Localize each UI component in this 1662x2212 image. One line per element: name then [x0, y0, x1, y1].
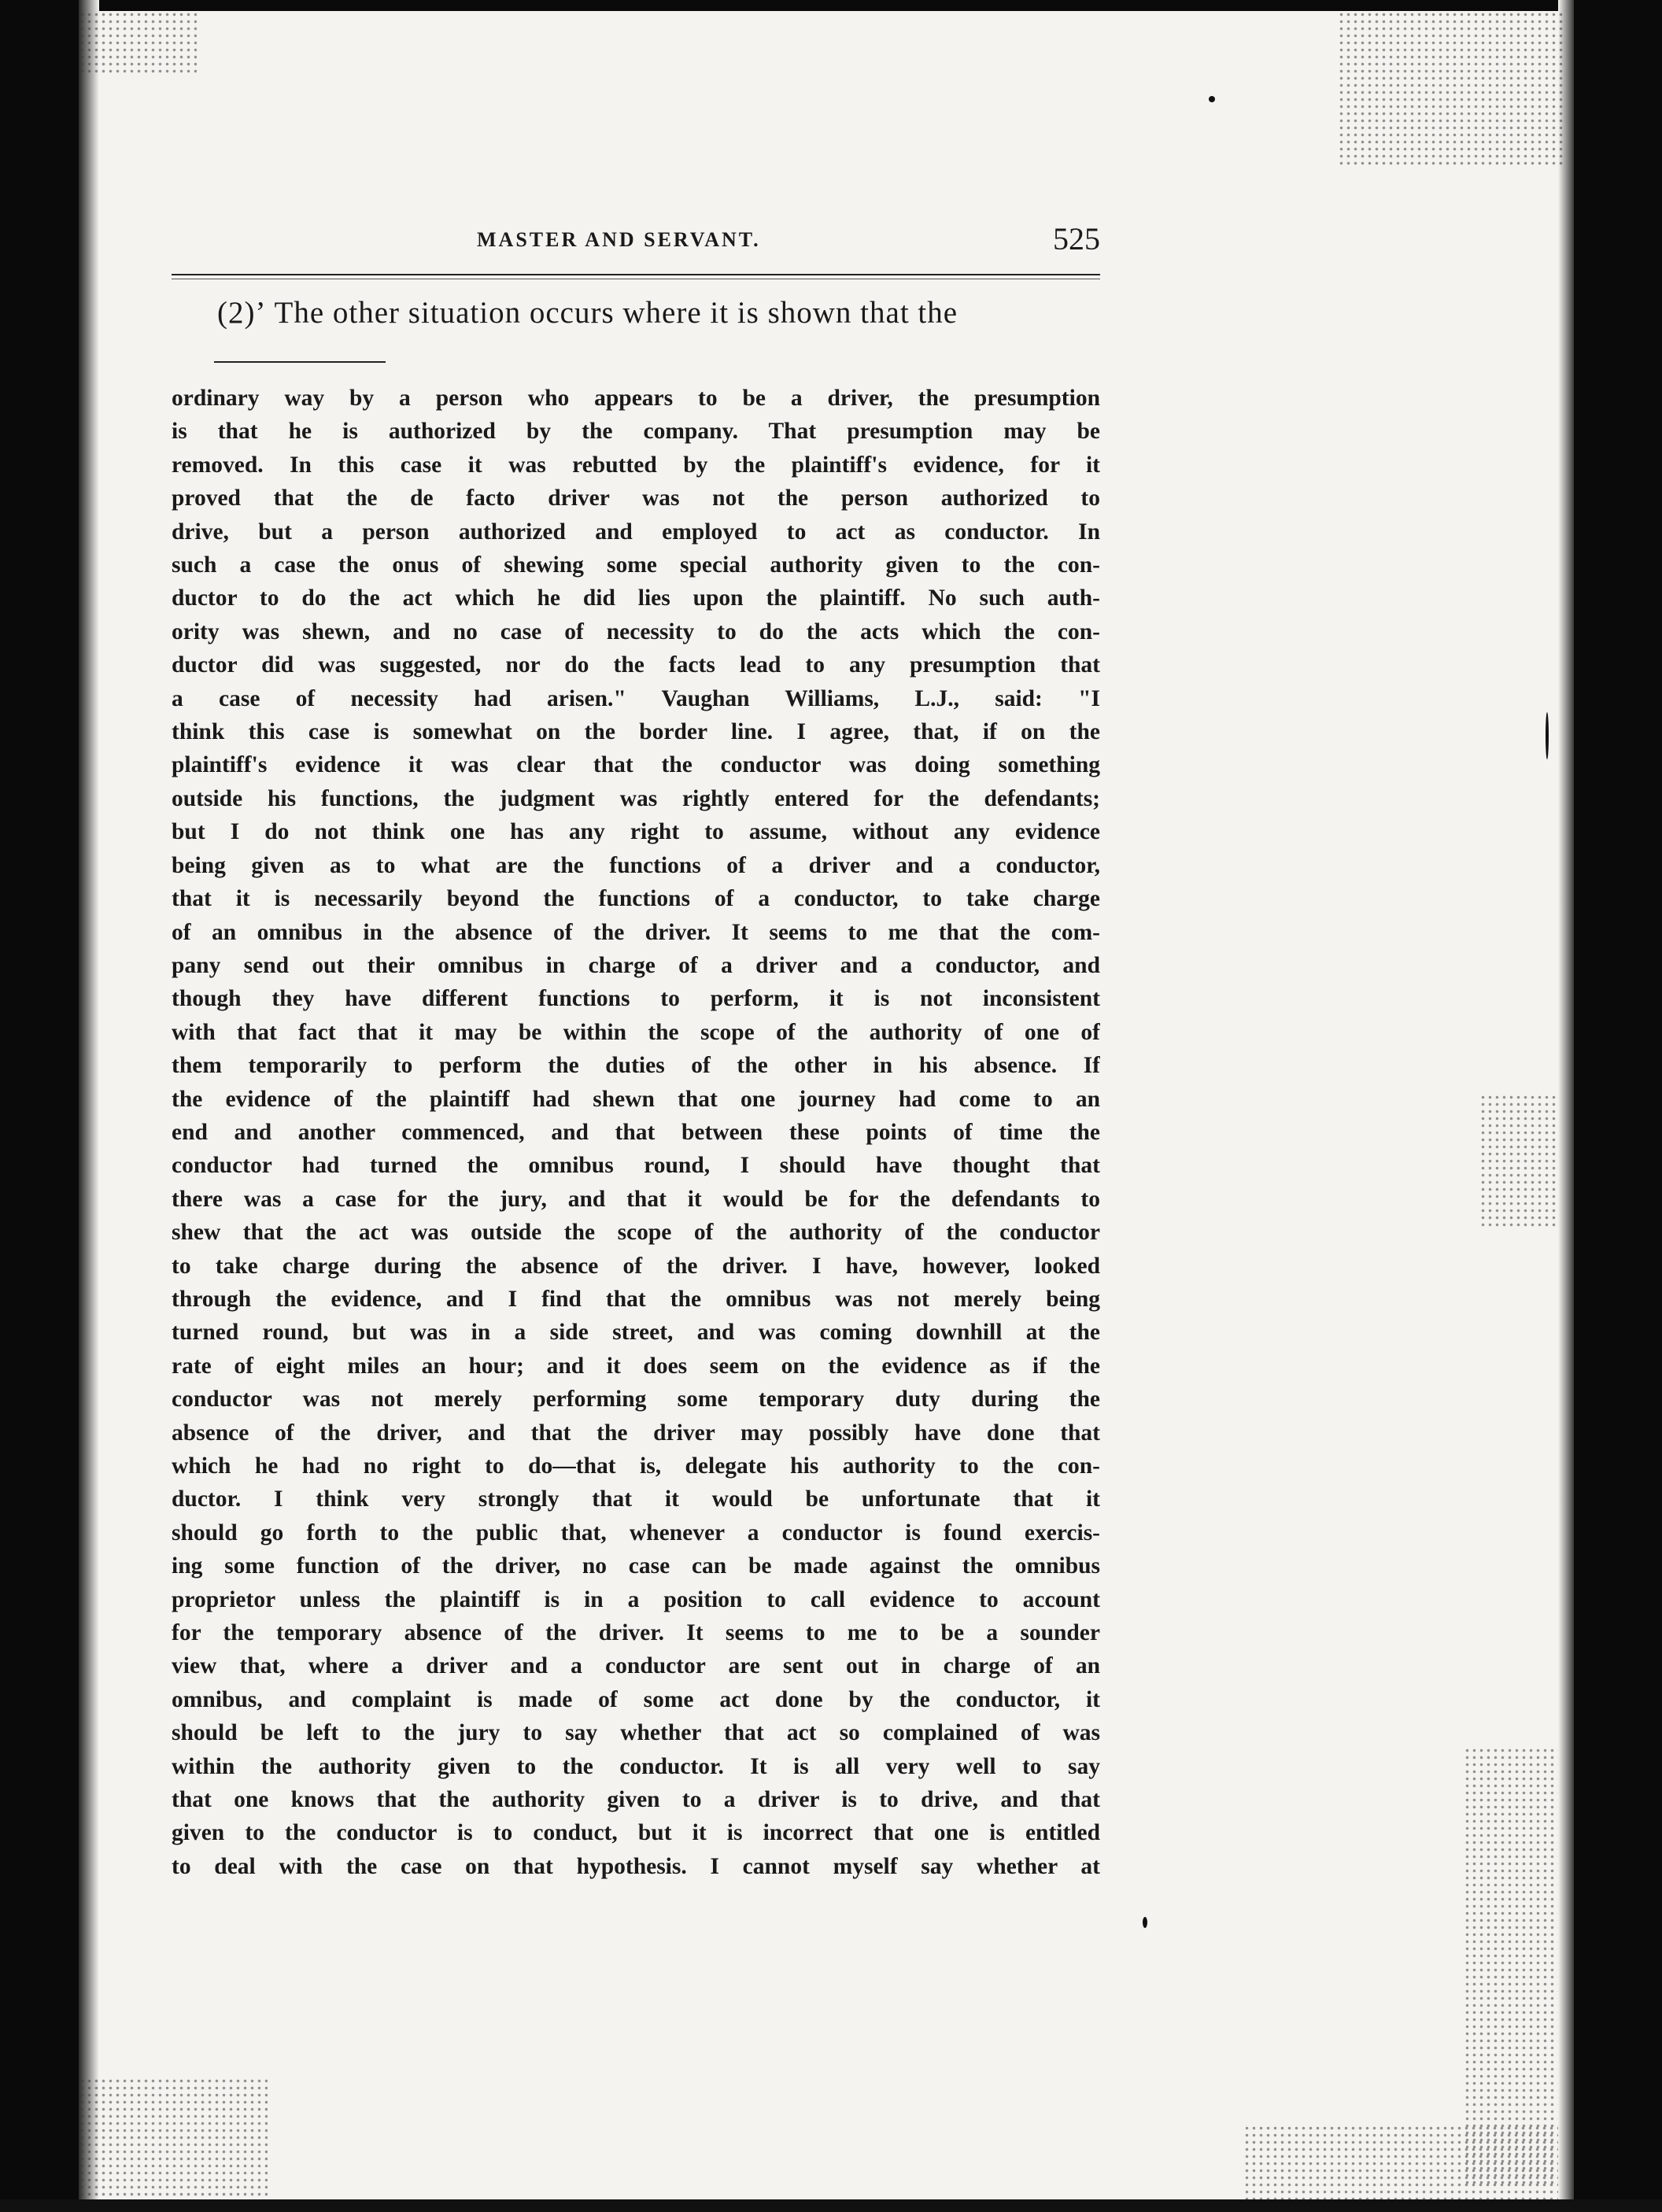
scan-border-top	[0, 0, 1662, 11]
footnote-line: is that he is authorized by the company. That presumption may be	[172, 419, 1100, 445]
footnote-line: proprietor unless the plaintiff is in a position to call evidence to account	[172, 1586, 1100, 1612]
footnote-line: through the evidence, and I find that the omnibus was not merely being	[172, 1286, 1100, 1312]
footnote-line: drive, but a person authorized and employed to act as conductor. In	[172, 519, 1100, 545]
footnote-line: ordinary way by a person who appears to be a driver, the presumption	[172, 386, 1100, 411]
footnote-line: rate of eight miles an hour; and it does seem on the evidence as if the	[172, 1353, 1100, 1379]
footnote-line: which he had no right to do—that is, delegate his authority to the con-	[172, 1453, 1100, 1479]
footnote-line: ority was shewn, and no case of necessity to do the acts which the con-	[172, 619, 1100, 644]
footnote-line: with that fact that it may be within the scope of the authority of one of	[172, 1019, 1100, 1045]
footnote-line: absence of the driver, and that the driver may possibly have done that	[172, 1420, 1100, 1446]
footnote-line: such a case the onus of shewing some special authority given to the con-	[172, 552, 1100, 578]
footnote-line: proved that the de facto driver was not the person authorized to	[172, 486, 1100, 511]
scan-border-left	[0, 0, 79, 2212]
footnote-line: there was a case for the jury, and that it would be for the defendants to	[172, 1186, 1100, 1212]
footnote-line: to take charge during the absence of the driver. I have, however, looked	[172, 1253, 1100, 1279]
footnote-line: outside his functions, the judgment was rightly entered for the defendants;	[172, 785, 1100, 811]
footnote-line: pany send out their omnibus in charge of a driver and a conductor, and	[172, 952, 1100, 978]
footnote-rule	[214, 361, 386, 363]
footnote-line: ductor to do the act which he did lies upon the plaintiff. No such auth-	[172, 585, 1100, 611]
scan-noise-top-right	[1338, 11, 1566, 168]
footnote-line: shew that the act was outside the scope of the authority of the conductor	[172, 1220, 1100, 1246]
header-rule	[172, 274, 1100, 275]
scan-noise-top-left	[79, 11, 197, 74]
body-text-line: (2)ʼ The other situation occurs where it is shown that the	[217, 296, 958, 330]
scan-border-left-shadow	[79, 0, 99, 2212]
footnote-line: ing some function of the driver, no case can be made against the omnibus	[172, 1553, 1100, 1579]
scan-border-right-shadow	[1558, 0, 1574, 2212]
footnote-line: to deal with the case on that hypothesis. I cannot myself say whether at	[172, 1853, 1100, 1879]
running-head	[172, 220, 1100, 268]
footnote-line: omnibus, and complaint is made of some act done by the conductor, it	[172, 1686, 1100, 1712]
footnote-line: think this case is somewhat on the border line. I agree, that, if on the	[172, 719, 1100, 745]
footnote-line: of an omnibus in the absence of the driver. It seems to me that the com-	[172, 919, 1100, 945]
ink-dot	[1546, 712, 1549, 759]
page-number: 525	[1053, 221, 1100, 257]
scan-noise-bottom-left	[79, 2077, 268, 2199]
scan-border-right	[1574, 0, 1662, 2212]
footnote-line: view that, where a driver and a conductor are sent out in charge of an	[172, 1653, 1100, 1679]
footnote-line: that one knows that the authority given to a driver is to drive, and that	[172, 1787, 1100, 1813]
footnote-line: ductor did was suggested, nor do the facts lead to any presumption that	[172, 652, 1100, 678]
ink-dot	[1143, 1917, 1147, 1928]
footnote-line: a case of necessity had arisen." Vaughan Williams, L.J., said: "I	[172, 685, 1100, 711]
footnote-line: being given as to what are the functions of a driver and a conductor,	[172, 852, 1100, 878]
footnote-block	[172, 382, 1100, 1883]
footnote-line: ductor. I think very strongly that it would be unfortunate that it	[172, 1486, 1100, 1512]
footnote-line: should be left to the jury to say whether that act so complained of was	[172, 1720, 1100, 1746]
scan-border-bottom	[0, 2199, 1662, 2212]
footnote-line: conductor was not merely performing some temporary duty during the	[172, 1387, 1100, 1413]
scan-noise-bottom-right	[1243, 2125, 1558, 2199]
footnote-line: plaintiff's evidence it was clear that the conductor was doing something	[172, 752, 1100, 778]
scan-noise-right-low	[1464, 1747, 1558, 2188]
footnote-line: though they have different functions to perform, it is not inconsistent	[172, 986, 1100, 1012]
footnote-line: given to the conductor is to conduct, but it is incorrect that one is entitled	[172, 1820, 1100, 1846]
footnote-line: them temporarily to perform the duties of the other in his absence. If	[172, 1053, 1100, 1079]
scan-noise-right-mid	[1479, 1094, 1558, 1228]
footnote-line: for the temporary absence of the driver. It seems to me to be a sounder	[172, 1620, 1100, 1646]
footnote-line: end and another commenced, and that between these points of time the	[172, 1119, 1100, 1145]
footnote-line: that it is necessarily beyond the functions of a conductor, to take charge	[172, 886, 1100, 912]
footnote-line: but I do not think one has any right to assume, without any evidence	[172, 819, 1100, 845]
running-title: MASTER AND SERVANT.	[477, 228, 761, 251]
footnote-line: conductor had turned the omnibus round, I should have thought that	[172, 1153, 1100, 1179]
book-page	[172, 220, 1100, 1883]
footnote-line: the evidence of the plaintiff had shewn that one journey had come to an	[172, 1086, 1100, 1112]
footnote-line: turned round, but was in a side street, and was coming downhill at the	[172, 1320, 1100, 1346]
footnote-line: removed. In this case it was rebutted by the plaintiff's evidence, for it	[172, 452, 1100, 478]
ink-dot	[1209, 96, 1215, 102]
footnote-line: should go forth to the public that, whenever a conductor is found exercis-	[172, 1520, 1100, 1545]
footnote-line: within the authority given to the conductor. It is all very well to say	[172, 1753, 1100, 1779]
